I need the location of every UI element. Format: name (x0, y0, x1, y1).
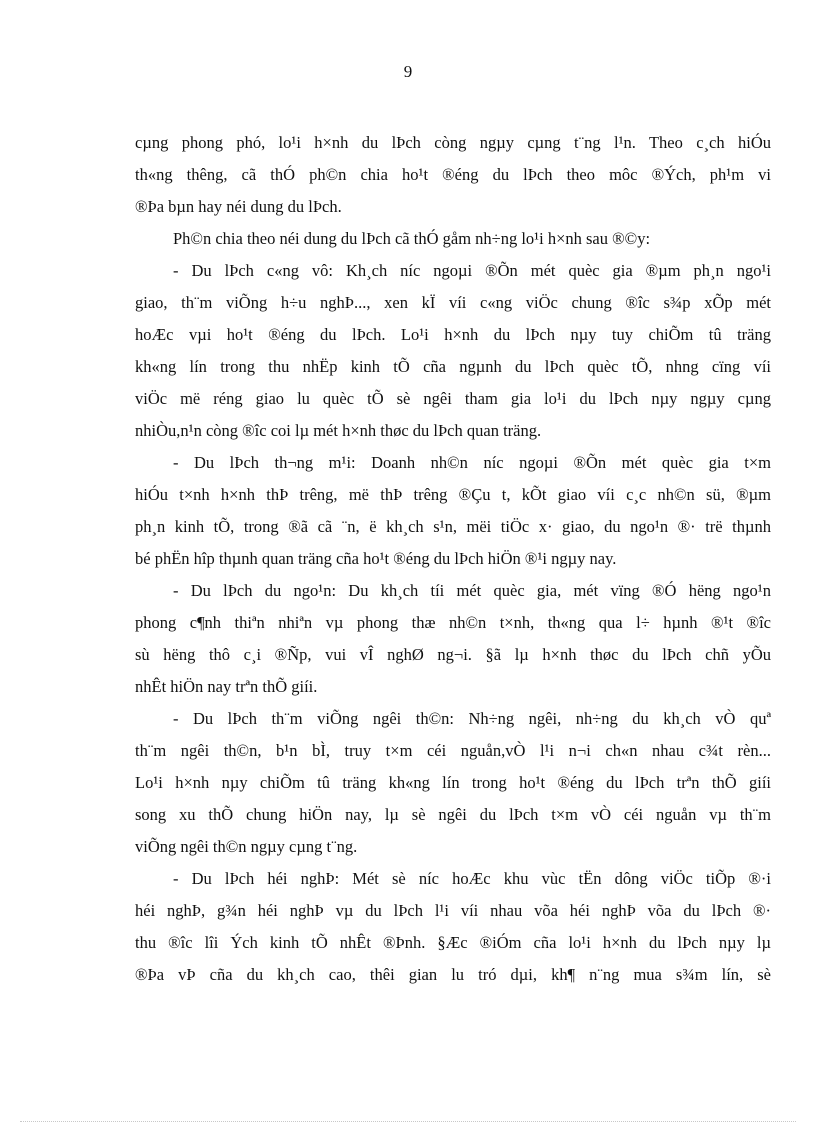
text-line: bé phËn hîp thµnh quan träng cña ho¹t ®éng du lÞch hiÖn ®¹i ngµy nay. (135, 549, 617, 568)
text-line: phong c¶nh thiªn nhiªn vµ phong thæ nh©n t×nh, th«ng qua l÷ hµnh ®¹t ®îc (135, 613, 771, 632)
page-bottom-rule (20, 1121, 796, 1122)
page-number: 9 (403, 62, 413, 81)
text-line: kh«ng lín trong thu nhËp kinh tÕ cña ngµnh du lÞch quèc tÕ, nhng cïng víi (135, 357, 771, 376)
text-line: ®Þa bµn hay néi dung du lÞch. (135, 197, 342, 216)
text-line: héi nghÞ, g¾n héi nghÞ vµ du lÞch l¹i víi nhau võa héi nghÞ võa du lÞch ®· (135, 901, 771, 920)
text-line: cµng phong phó, lo¹i h×nh du lÞch còng ngµy cµng t¨ng l¹n. Theo c¸ch hiÓu (135, 133, 771, 152)
text-line: - Du lÞch héi nghÞ: Mét sè níc hoÆc khu vùc tËn dông viÖc tiÕp ®·i (173, 869, 771, 888)
text-line: nhiÒu,n¹n còng ®îc coi lµ mét h×nh thøc du lÞch quan träng. (135, 421, 542, 440)
text-line: viÖc më réng giao lu quèc tÕ sè ngêi tham gia lo¹i du lÞch nµy ngµy cµng (135, 389, 771, 408)
text-line: - Du lÞch th¨m viÕng ngêi th©n: Nh÷ng ngêi, nh÷ng du kh¸ch vÒ quª (173, 709, 771, 728)
body-text (135, 127, 771, 991)
text-line: th«ng thêng, cã thÓ ph©n chia ho¹t ®éng du lÞch theo môc ®Ých, ph¹m vi (135, 165, 771, 184)
text-line: Ph©n chia theo néi dung du lÞch cã thÓ gåm nh÷ng lo¹i h×nh sau ®©y: (173, 229, 651, 248)
text-line: th¨m ngêi th©n, b¹n bÌ, truy t×m céi nguån,vÒ l¹i n¬i ch«n nhau c¾t rèn... (135, 741, 771, 760)
text-line: - Du lÞch th¬ng m¹i: Doanh nh©n níc ngoµi ®Õn mét quèc gia t×m (173, 453, 771, 472)
text-line: ®Þa vÞ cña du kh¸ch cao, thêi gian lu tró dµi, kh¶ n¨ng mua s¾m lín, sè (135, 965, 771, 984)
text-line: hiÓu t×nh h×nh thÞ trêng, më thÞ trêng ®Çu t, kÕt giao víi c¸c nh©n sü, ®µm (135, 485, 771, 504)
text-line: hoÆc vµi ho¹t ®éng du lÞch. Lo¹i h×nh du lÞch nµy tuy chiÕm tû träng (135, 325, 771, 344)
text-line: ph¸n kinh tÕ, trong ®ã cã ¨n, ë kh¸ch s¹n, mëi tiÖc x· giao, du ngo¹n ®· trë thµnh (135, 517, 771, 536)
text-line: nhÊt hiÖn nay trªn thÕ giíi. (135, 677, 318, 696)
text-line: thu ®îc lîi Ých kinh tÕ nhÊt ®Þnh. §Æc ®iÓm cña lo¹i h×nh du lÞch nµy lµ (135, 933, 771, 952)
text-line: sù hëng thô c¸i ®Ñp, vui vÎ nghØ ng¬i. §ã lµ h×nh thøc du lÞch chñ yÕu (135, 645, 771, 664)
text-line: - Du lÞch c«ng vô: Kh¸ch níc ngoµi ®Õn mét quèc gia ®µm ph¸n ngo¹i (173, 261, 771, 280)
text-line: viÕng ngêi th©n ngµy cµng t¨ng. (135, 837, 358, 856)
text-line: Lo¹i h×nh nµy chiÕm tû träng kh«ng lín trong ho¹t ®éng du lÞch trªn thÕ giíi (135, 773, 771, 792)
text-line: song xu thÕ chung hiÖn nay, lµ sè ngêi du lÞch t×m vÒ céi nguån vµ th¨m (135, 805, 771, 824)
text-line: - Du lÞch du ngo¹n: Du kh¸ch tíi mét quèc gia, mét vïng ®Ó hëng ngo¹n (173, 581, 771, 600)
text-line: giao, th¨m viÕng h÷u nghÞ..., xen kÏ víi c«ng viÖc chung ®îc s¾p xÕp mét (135, 293, 771, 312)
